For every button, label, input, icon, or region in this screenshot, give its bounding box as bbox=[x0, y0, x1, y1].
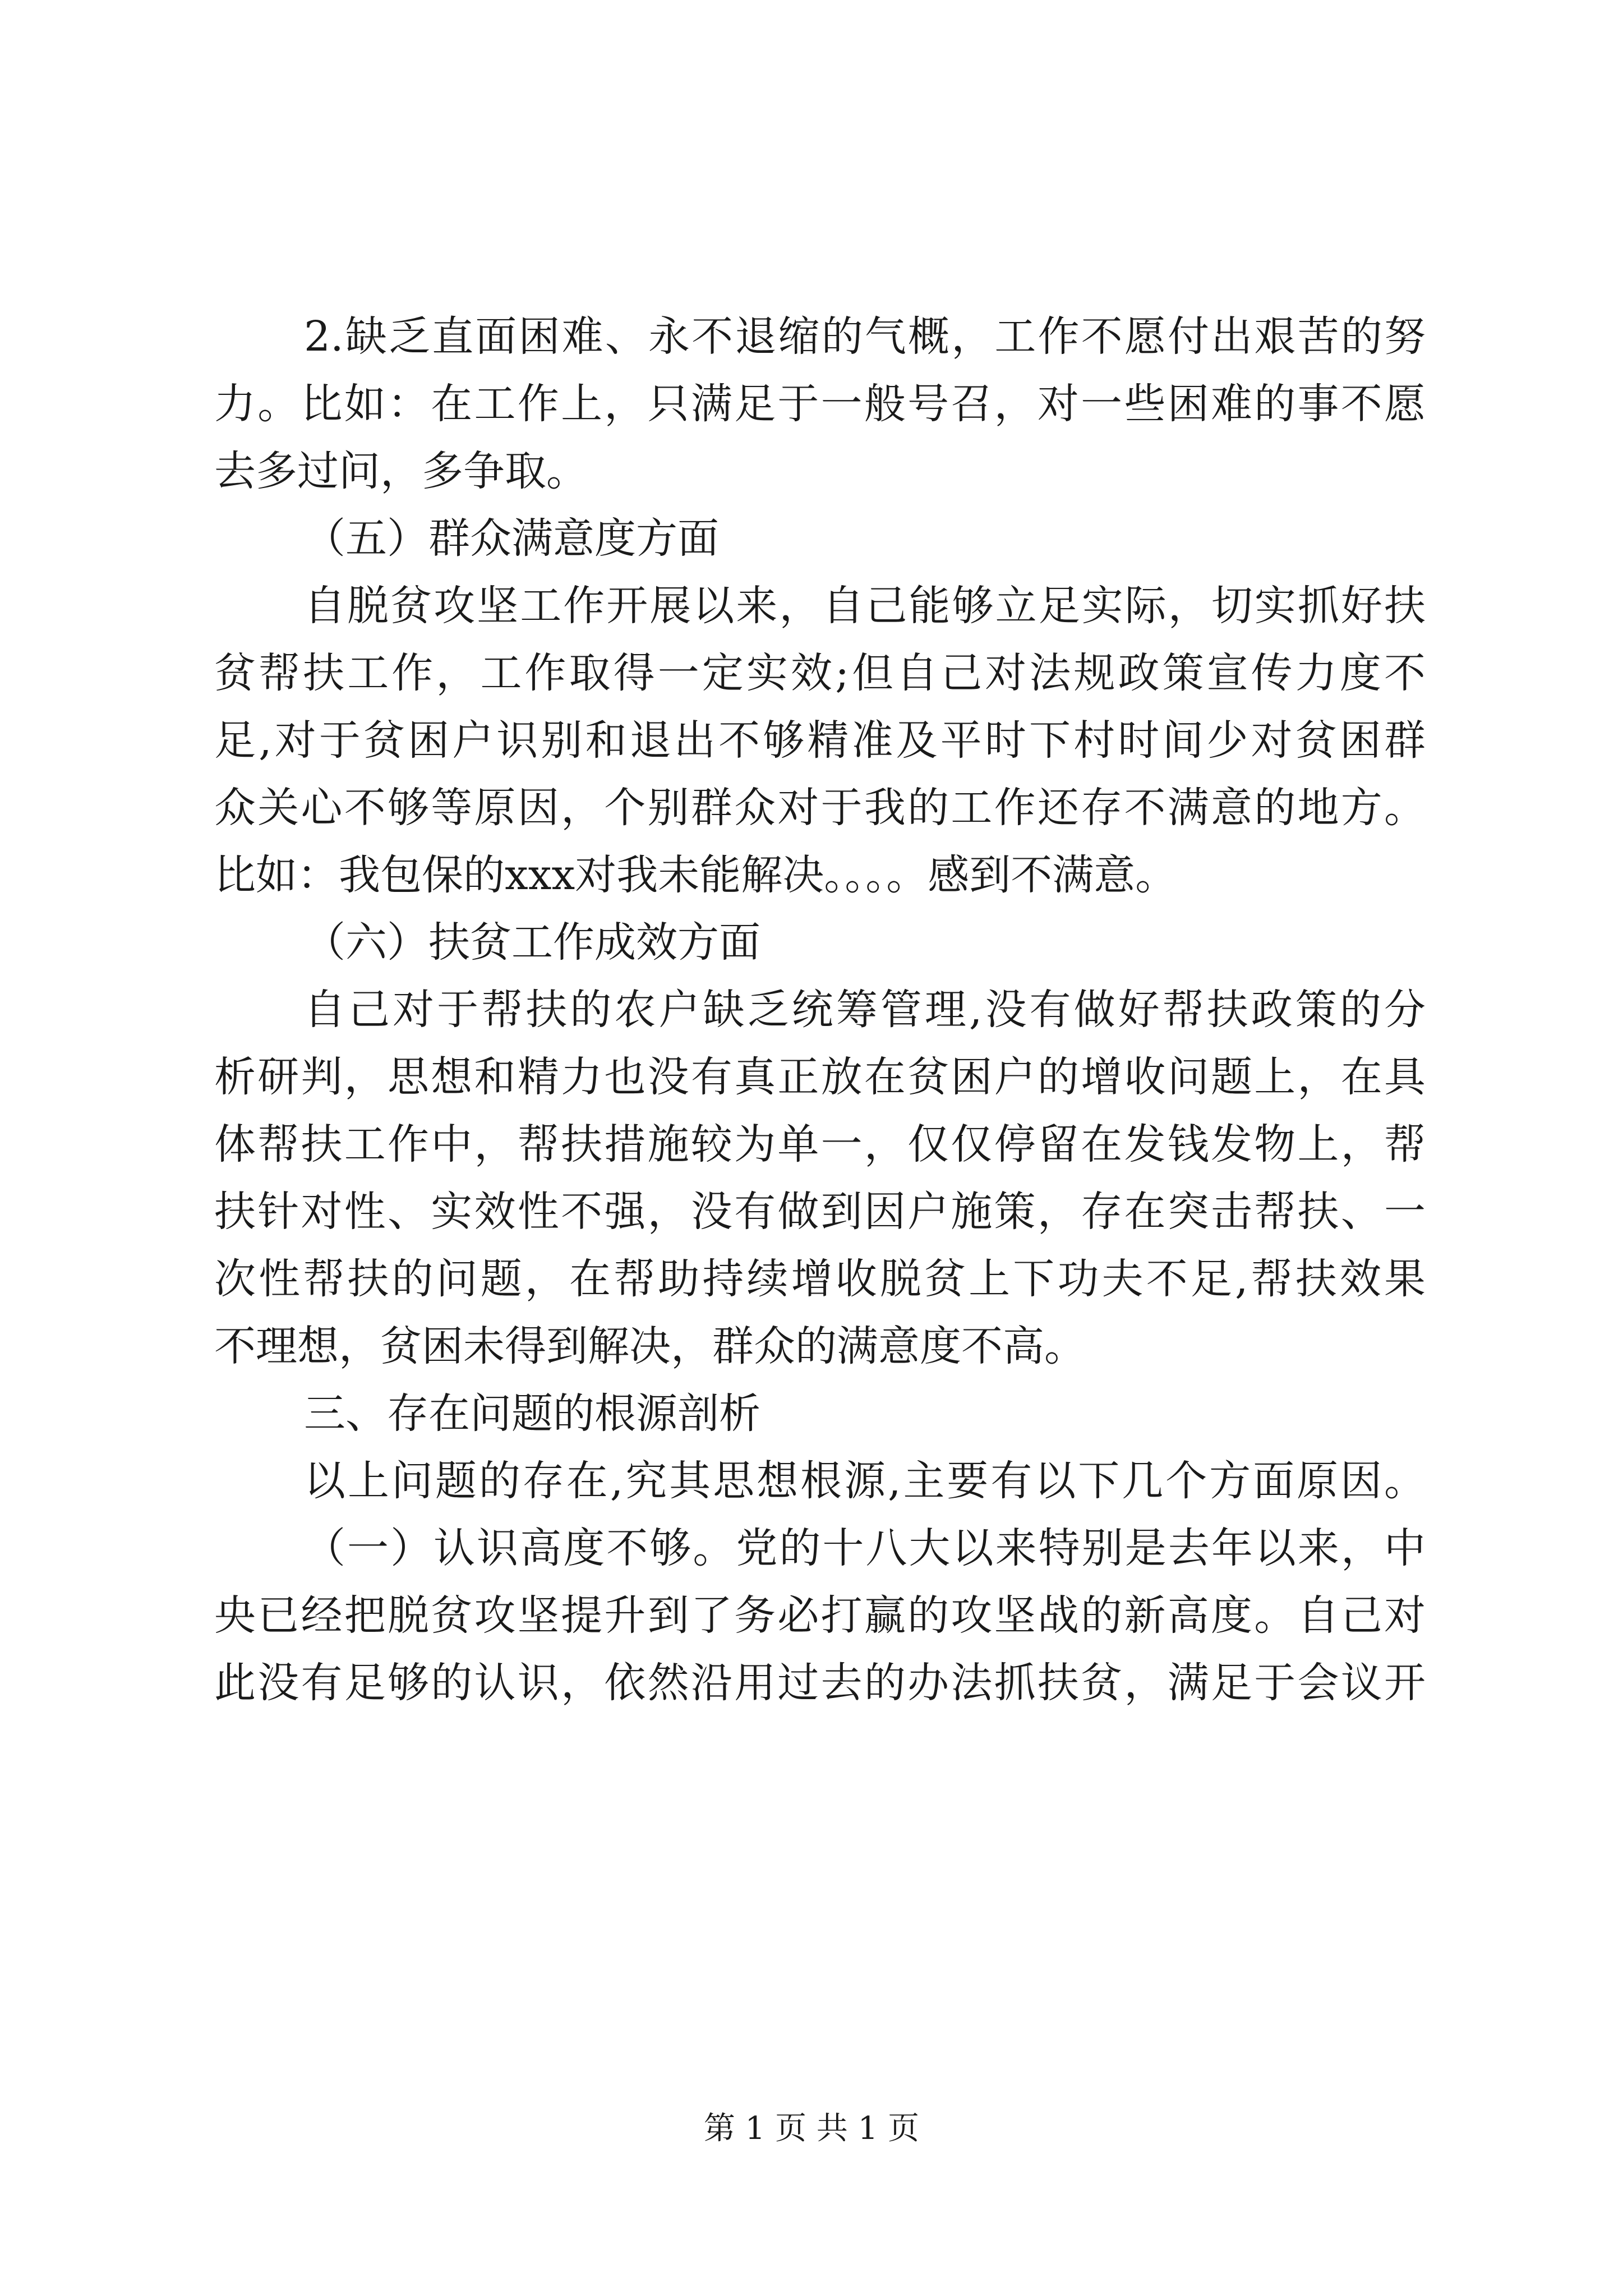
text-line-16: 不理想，贫困未得到解决，群众的满意度不高。 bbox=[214, 1322, 1086, 1370]
page-footer: 第 1 页 共 1 页 bbox=[703, 2110, 920, 2147]
text-line-2: 力。比如：在工作上，只满足于一般号召，对一些困难的事不愿 bbox=[214, 380, 1426, 428]
text-line-19: （一）认识高度不够。党的十八大以来特别是去年以来，中 bbox=[304, 1524, 1426, 1572]
section-heading-3: 三、存在问题的根源剖析 bbox=[304, 1389, 760, 1438]
text-line-15: 次性帮扶的问题，在帮助持续增收脱贫上下功夫不足,帮扶效果 bbox=[214, 1255, 1426, 1303]
text-line-1: 2.缺乏直面困难、永不退缩的气概，工作不愿付出艰苦的努 bbox=[304, 312, 1426, 361]
text-line-13: 体帮扶工作中，帮扶措施较为单一，仅仅停留在发钱发物上，帮 bbox=[214, 1120, 1426, 1168]
text-line-8: 众关心不够等原因，个别群众对于我的工作还存不满意的地方。 bbox=[214, 784, 1426, 832]
text-line-14: 扶针对性、实效性不强，没有做到因户施策，存在突击帮扶、一 bbox=[214, 1188, 1426, 1236]
text-line-12: 析研判，思想和精力也没有真正放在贫困户的增收问题上，在具 bbox=[214, 1053, 1426, 1101]
section-heading-5: （五）群众满意度方面 bbox=[304, 514, 719, 563]
text-line-11: 自己对于帮扶的农户缺乏统筹管理,没有做好帮扶政策的分 bbox=[304, 986, 1426, 1034]
text-line-3: 去多过问，多争取。 bbox=[214, 447, 588, 495]
text-line-9: 比如：我包保的xxx对我未能解决。。。。感到不满意。 bbox=[214, 851, 1177, 899]
document-body bbox=[214, 303, 1426, 1717]
text-line-7: 足,对于贫困户识别和退出不够精准及平时下村时间少对贫困群 bbox=[214, 716, 1426, 765]
text-line-20: 央已经把脱贫攻坚提升到了务必打赢的攻坚战的新高度。自己对 bbox=[214, 1591, 1426, 1640]
text-line-5: 自脱贫攻坚工作开展以来，自己能够立足实际，切实抓好扶 bbox=[304, 582, 1426, 630]
section-heading-6: （六）扶贫工作成效方面 bbox=[304, 918, 760, 967]
text-line-21: 此没有足够的认识，依然沿用过去的办法抓扶贫，满足于会议开 bbox=[214, 1659, 1426, 1707]
text-line-6: 贫帮扶工作，工作取得一定实效;但自己对法规政策宣传力度不 bbox=[214, 649, 1426, 697]
text-line-18: 以上问题的存在,究其思想根源,主要有以下几个方面原因。 bbox=[304, 1457, 1426, 1505]
